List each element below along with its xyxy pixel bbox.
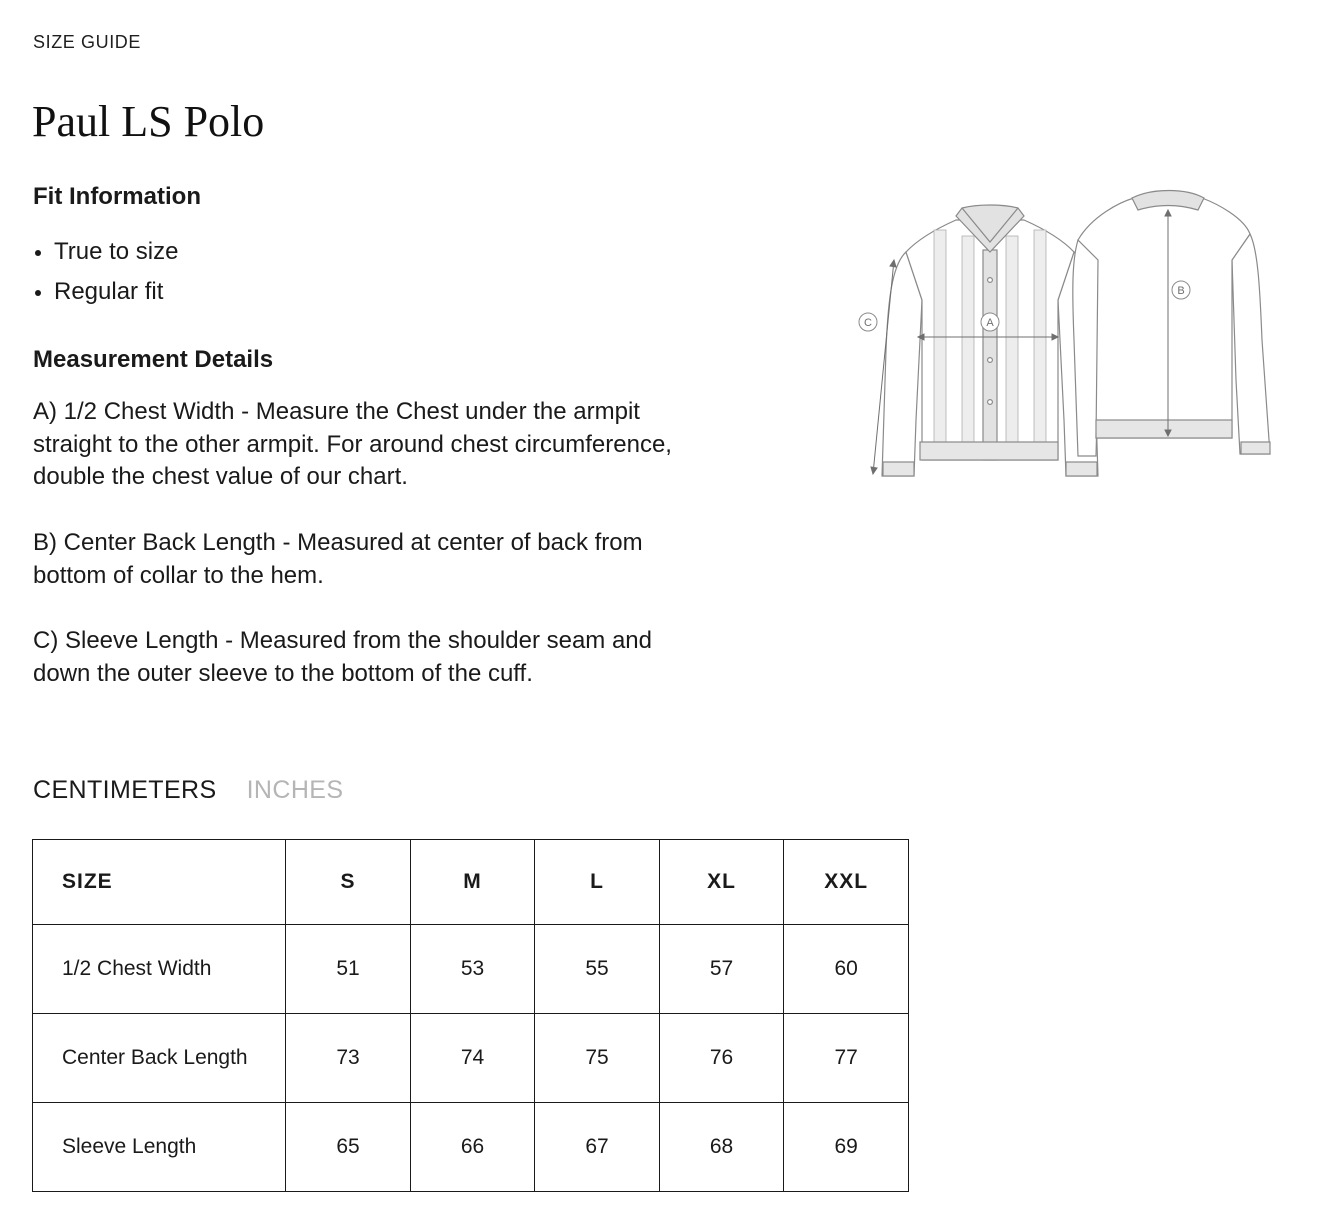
table-row — [33, 1103, 909, 1192]
table-cell: 77 — [784, 1014, 909, 1103]
measurement-a-description: A) 1/2 Chest Width - Measure the Chest under the armpit straight to the other armpit. For around chest circumference, double the chest value of our chart. — [33, 398, 672, 490]
table-cell: 69 — [784, 1103, 909, 1192]
marker-b-label: B — [1177, 285, 1185, 297]
table-cell: 51 — [286, 925, 411, 1014]
table-cell: 66 — [410, 1103, 535, 1192]
size-guide-kicker: SIZE GUIDE — [33, 32, 142, 52]
fit-item-label: Regular fit — [54, 278, 164, 305]
table-cell: 55 — [535, 925, 660, 1014]
size-column-header: SIZE — [33, 840, 286, 925]
tab-centimeters[interactable]: CENTIMETERS — [33, 776, 217, 804]
table-cell: 60 — [784, 925, 909, 1014]
tab-inches[interactable]: INCHES — [246, 776, 344, 804]
size-chart-table — [32, 839, 909, 1192]
marker-a-label: A — [986, 317, 994, 329]
row-label-center-back-length: Center Back Length — [33, 1014, 286, 1103]
table-header-row — [33, 840, 909, 925]
fit-item-label: True to size — [54, 238, 179, 265]
table-cell: 73 — [286, 1014, 411, 1103]
bullet-icon — [35, 250, 41, 256]
marker-c-label: C — [864, 317, 872, 329]
table-row — [33, 1014, 909, 1103]
row-label-chest-width: 1/2 Chest Width — [33, 925, 286, 1014]
marker-c — [859, 313, 877, 331]
size-header-m: M — [410, 840, 535, 925]
measurement-c-description: C) Sleeve Length - Measured from the shoulder seam and down the outer sleeve to the bottom of the cuff. — [33, 627, 652, 687]
table-cell: 76 — [659, 1014, 784, 1103]
size-header-xxl: XXL — [784, 840, 909, 925]
garment-front-view — [882, 205, 1098, 476]
measurement-b-description: B) Center Back Length - Measured at center of back from bottom of collar to the hem. — [33, 529, 643, 589]
marker-a — [981, 313, 999, 331]
bullet-icon — [35, 290, 41, 296]
fit-list-item — [33, 232, 179, 272]
table-cell: 57 — [659, 925, 784, 1014]
table-cell: 67 — [535, 1103, 660, 1192]
table-row — [33, 925, 909, 1014]
table-cell: 65 — [286, 1103, 411, 1192]
table-cell: 53 — [410, 925, 535, 1014]
garment-back-view — [1073, 191, 1270, 457]
measurement-details-heading: Measurement Details — [33, 346, 274, 373]
table-cell: 68 — [659, 1103, 784, 1192]
table-cell: 75 — [535, 1014, 660, 1103]
unit-toggle — [33, 776, 343, 805]
row-label-sleeve-length: Sleeve Length — [33, 1103, 286, 1192]
marker-b — [1172, 281, 1190, 299]
fit-list-item — [33, 272, 179, 312]
fit-list — [33, 232, 179, 312]
table-cell: 74 — [410, 1014, 535, 1103]
garment-measurement-diagram — [852, 180, 1276, 482]
page-title: Paul LS Polo — [32, 97, 265, 146]
fit-information-heading: Fit Information — [33, 183, 201, 210]
size-header-s: S — [286, 840, 411, 925]
size-header-l: L — [535, 840, 660, 925]
size-header-xl: XL — [659, 840, 784, 925]
